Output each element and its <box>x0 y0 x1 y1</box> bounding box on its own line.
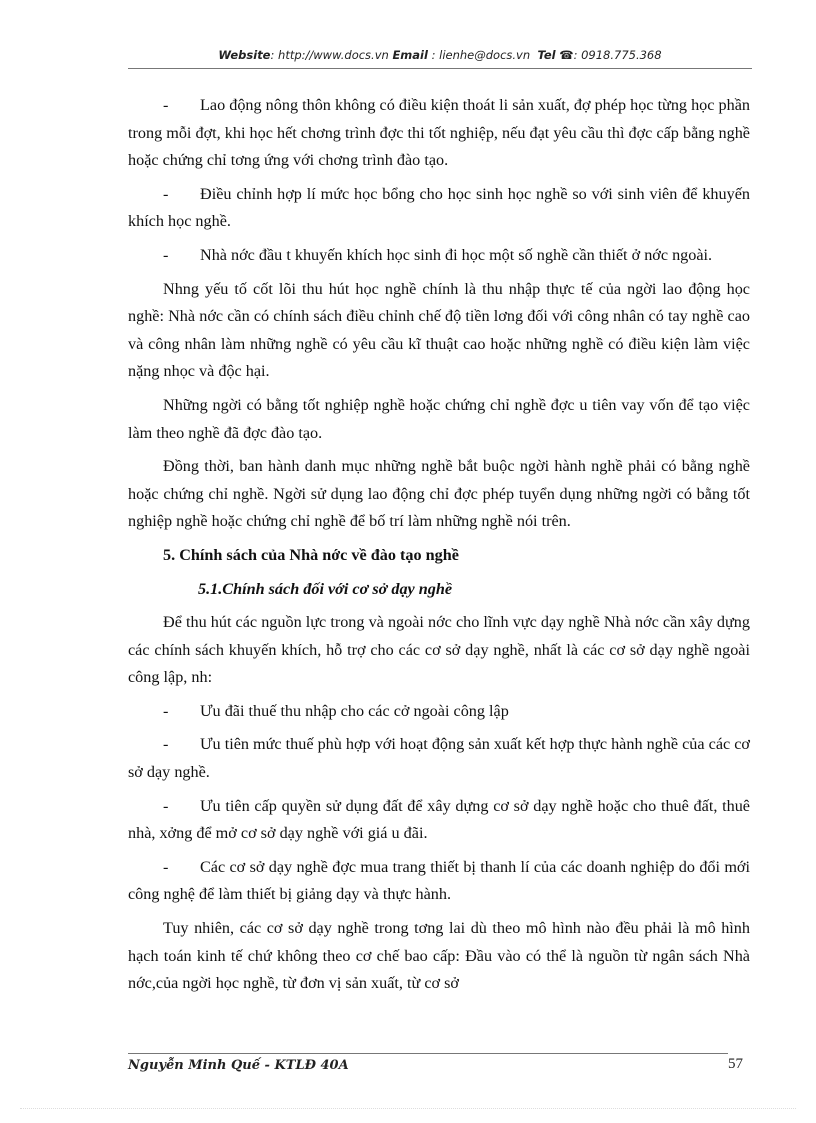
subsection-heading: 5.1.Chính sách đối với cơ sở dạy nghề <box>198 579 453 598</box>
bullet-dash: - <box>163 701 169 720</box>
email-value: : lienhe@docs.vn <box>431 48 531 62</box>
paragraph: Đồng thời, ban hành danh mục những nghề bắt buộc ngời hành nghề phải có bằng nghề hoặc chứng chỉ nghề. Ngời sử dụng lao động chỉ đợc phép tuyển dụng những ngời có bằng tốt nghiệp nghề hoặc chứng chỉ nghề để bố trí làm những nghề nói trên. <box>128 457 750 531</box>
section-heading: 5. Chính sách của Nhà nớc về đào tạo nghề <box>163 545 459 564</box>
footer-divider <box>128 1053 728 1054</box>
page-header <box>128 48 752 62</box>
website-label: Website <box>218 48 271 62</box>
bullet-dash: - <box>163 857 169 876</box>
bullet-item: - Nhà nớc đầu t khuyến khích học sinh đi học một số nghề cần thiết ở nớc ngoài. <box>128 242 750 270</box>
bullet-dash: - <box>163 796 169 815</box>
bullet-item: - Ưu tiên mức thuế phù hợp với hoạt động sản xuất kết hợp thực hành nghề của các cơ sở dạy nghề. <box>128 731 750 786</box>
bullet-item: - Ưu tiên cấp quyền sử dụng đất để xây dựng cơ sở dạy nghề hoặc cho thuê đất, thuê nhà, xởng để mở cơ sở dạy nghề với giá u đãi. <box>128 793 750 848</box>
bullet-item: - Lao động nông thôn không có điều kiện thoát li sản xuất, đợ phép học từng học phần trong mỗi đợt, khi học hết chơng trình đợc thi tốt nghiệp, nếu đạt yêu cầu thì đợc cấp bằng nghề hoặc chứng chỉ tơng ứng với chơng trình đào tạo. <box>128 92 750 175</box>
paragraph: Tuy nhiên, các cơ sở dạy nghề trong tơng lai dù theo mô hình nào đều phải là mô hình hạch toán kinh tế chứ không theo cơ chế bao cấp: Đầu vào có thể là nguồn từ ngân sách Nhà nớc,của ngời học nghề, từ đơn vị sản xuất, từ cơ sở <box>128 919 750 993</box>
bullet-item: - Các cơ sở dạy nghề đợc mua trang thiết bị thanh lí của các doanh nghiệp do đổi mới công nghệ để làm thiết bị giảng dạy và thực hành. <box>128 854 750 909</box>
bullet-dash: - <box>163 184 169 203</box>
tel-label: Tel <box>537 48 556 62</box>
bullet-item: - Ưu đãi thuế thu nhập cho các cở ngoài công lập <box>128 698 750 726</box>
page-number: 57 <box>728 1056 743 1072</box>
tel-value: : 0918.775.368 <box>573 48 662 62</box>
bullet-dash: - <box>163 245 169 264</box>
document-body <box>128 92 750 1004</box>
email-label: Email <box>392 48 428 62</box>
bullet-dash: - <box>163 735 169 754</box>
footer-author: Nguyễn Minh Quế - KTLĐ 40A <box>128 1058 349 1073</box>
page-edge <box>20 1108 796 1109</box>
phone-icon: ☎ <box>559 48 574 62</box>
website-value: : http://www.docs.vn <box>270 48 389 62</box>
paragraph: Để thu hút các nguồn lực trong và ngoài nớc cho lĩnh vực dạy nghề Nhà nớc cần xây dựng các chính sách khuyến khích, hỗ trợ cho các cơ sở dạy nghề, nhất là các cơ sở dạy nghề ngoài công lập, nh: <box>128 613 750 687</box>
header-divider <box>128 68 752 69</box>
paragraph: Những ngời có bằng tốt nghiệp nghề hoặc chứng chỉ nghề đợc u tiên vay vốn để tạo việc làm theo nghề đã đợc đào tạo. <box>128 395 750 442</box>
bullet-item: - Điều chỉnh hợp lí mức học bổng cho học sinh học nghề so với sinh viên để khuyến khích học nghề. <box>128 181 750 236</box>
paragraph: Nhng yếu tố cốt lõi thu hút học nghề chính là thu nhập thực tế của ngời lao động học nghề: Nhà nớc cần có chính sách điều chỉnh chế độ tiền lơng đối với công nhân có tay nghề cao và công nhân làm những nghề có yêu cầu kĩ thuật cao hoặc những nghề có điều kiện làm việc nặng nhọc và độc hại. <box>128 279 750 381</box>
bullet-dash: - <box>163 96 169 114</box>
